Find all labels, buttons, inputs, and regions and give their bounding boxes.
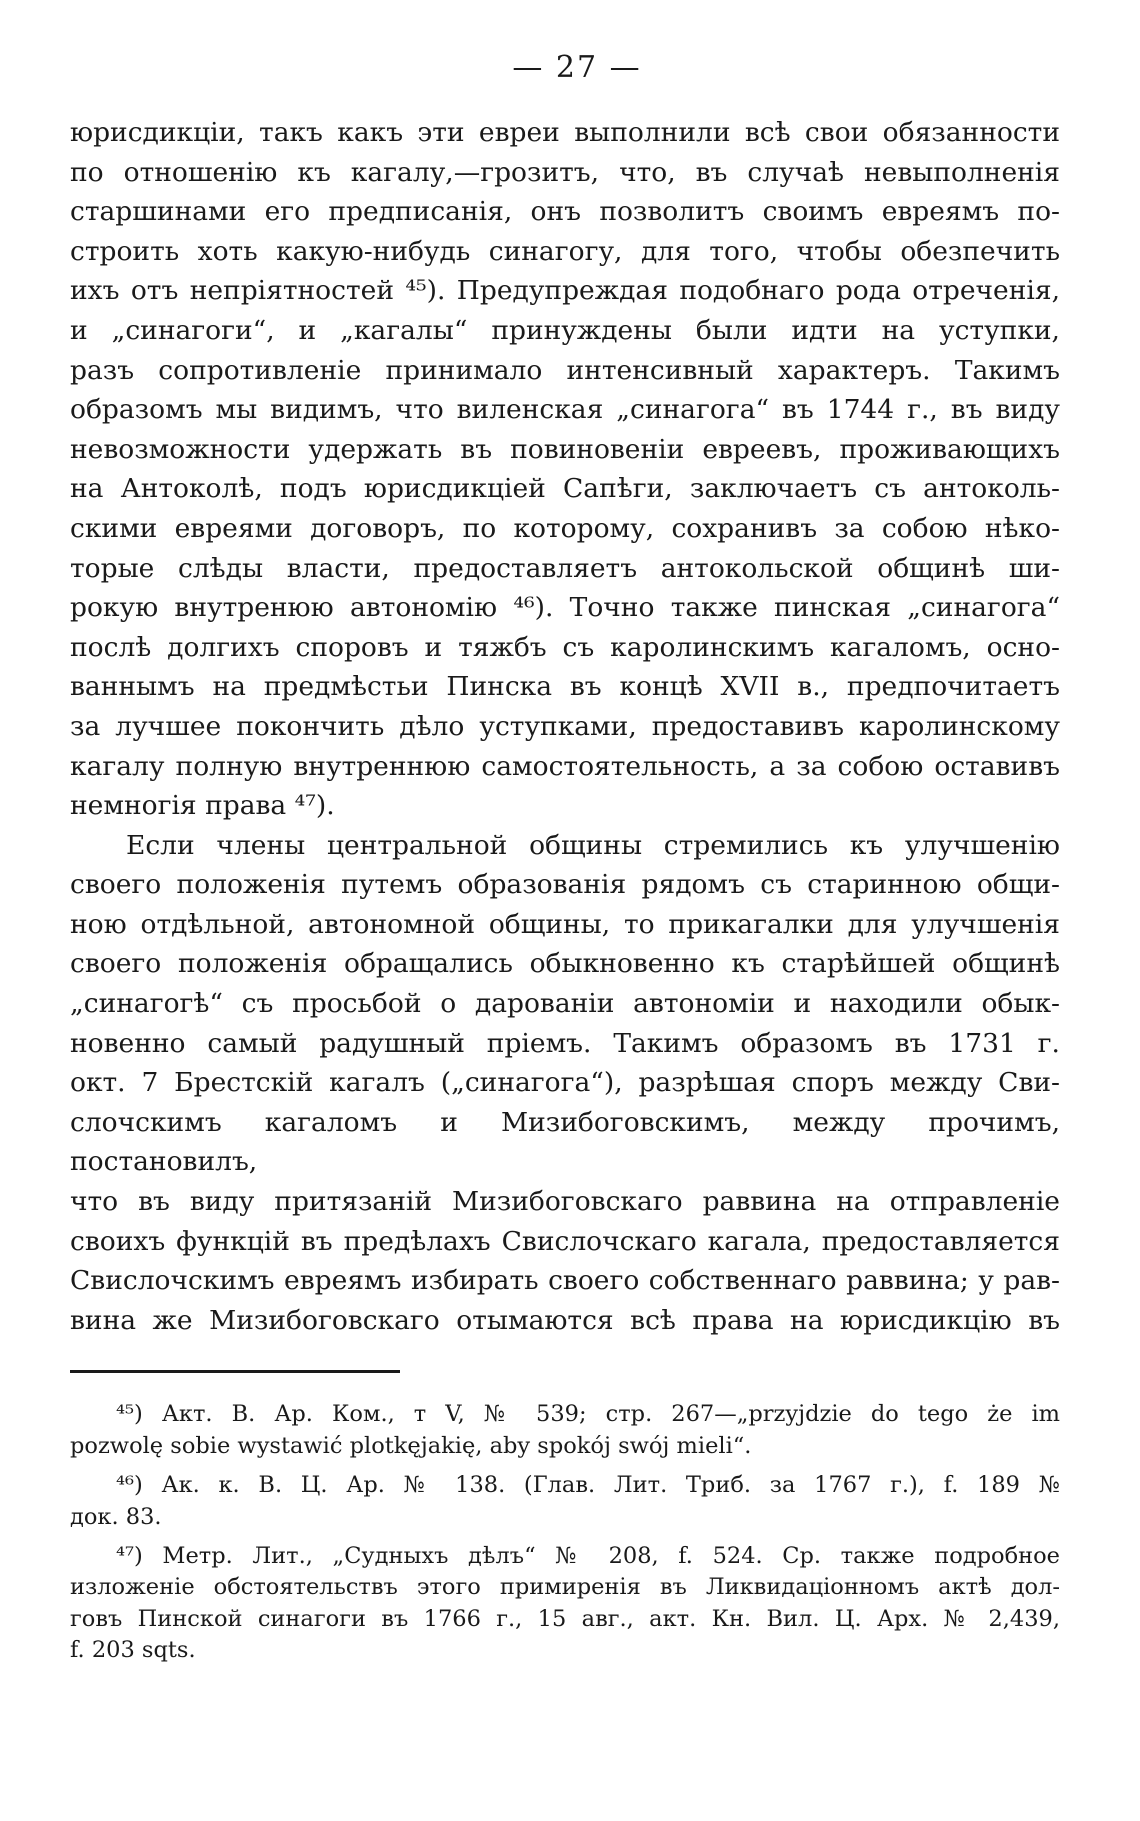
text-line: немногія права ⁴⁷). [70,790,335,822]
footnote-line: ⁴⁶) Ак. к. В. Ц. Ар. № 138. (Глав. Лит. Триб. за 1767 г.), f. 189 № [116,1472,1060,1499]
text-line: невозможности удержать въ повиновеніи евреевъ, проживающихъ [70,433,1060,465]
footnote-line: ⁴⁵) Акт. В. Ар. Ком., т V, № 539; стр. 267—„przyjdzie do tego że im [116,1401,1060,1428]
text-line: послѣ долгихъ споровъ и тяжбъ съ каролинскимъ кагаломъ, осно- [70,631,1060,663]
text-line: за лучшее покончить дѣло уступками, предоставивъ каролинскому [70,710,1060,742]
text-line: строить хоть какую-нибудь синагогу, для того, чтобы обезпечить [70,235,1060,267]
text-line: ваннымъ на предмѣстьи Пинска въ концѣ XVII в., предпочитаетъ [70,671,1060,703]
footnote-line: говъ Пинской синагоги въ 1766 г., 15 авг., акт. Кн. Вил. Ц. Арх. № 2,439, [70,1605,1060,1632]
footnote-45 [70,1399,1060,1462]
text-line: окт. 7 Брестскій кагалъ („синагога“), разрѣшая споръ между Сви- [70,1067,1060,1099]
text-line: Если члены центральной общины стремились къ улучшенію [126,829,1060,861]
paragraph-1 [70,113,1060,826]
text-line: слочскимъ кагаломъ и Мизибоговскимъ, между прочимъ, постановилъ, [70,1106,1060,1178]
text-line: кагалу полную внутреннюю самостоятельность, а за собою оставивъ [70,750,1060,782]
text-line: „синагогѣ“ съ просьбой о дарованіи автономіи и находили обык- [70,988,1060,1020]
main-text [70,113,1060,1340]
text-line: по отношенію къ кагалу,—грозитъ, что, въ случаѣ невыполненія [70,156,1060,188]
text-line: что въ виду притязаній Мизибоговскаго раввина на отправленіе [70,1186,1060,1218]
footnote-divider [70,1370,400,1373]
text-line: своихъ функцій въ предѣлахъ Свислочскаго кагала, предоставляется [70,1225,1060,1257]
text-line: на Антоколѣ, подъ юрисдикціей Сапѣги, заключаетъ съ антоколь- [70,473,1060,505]
text-line: рокую внутренюю автономію ⁴⁶). Точно также пинская „синагога“ [70,592,1060,624]
document-page [70,50,1060,1667]
footnote-line: док. 83. [70,1503,162,1530]
footnote-line: ⁴⁷) Метр. Лит., „Судныхъ дѣлъ“ № 208, f. 524. Ср. также подробное [116,1543,1060,1570]
footnote-line: изложеніе обстоятельствъ этого примиренія въ Ликвидаціонномъ актѣ дол- [70,1574,1060,1601]
text-line: скими евреями договоръ, по которому, сохранивъ за собою нѣко- [70,512,1060,544]
text-line: ною отдѣльной, автономной общины, то прикагалки для улучшенія [70,908,1060,940]
text-line: юрисдикціи, такъ какъ эти евреи выполнили всѣ свои обязанности [70,117,1060,148]
text-line: Свислочскимъ евреямъ избирать своего собственнаго раввина; у рав- [70,1265,1060,1297]
text-line: разъ сопротивленіе принимало интенсивный характеръ. Такимъ [70,354,1060,386]
text-line: своего положенія путемъ образованія рядомъ съ старинною общи- [70,869,1060,901]
text-line: своего положенія обращались обыкновенно къ старѣйшей общинѣ [70,948,1060,980]
page-number: — 27 — [512,50,642,85]
footnote-line: pozwolę sobie wystawić plotkęjakię, aby spokój swój mieli“. [70,1432,752,1459]
text-line: ихъ отъ непріятностей ⁴⁵). Предупреждая подобнаго рода отреченія, [70,275,1060,307]
text-line: образомъ мы видимъ, что виленская „синагога“ въ 1744 г., въ виду [70,394,1060,426]
paragraph-2 [70,826,1060,1341]
text-line: и „синагоги“, и „кагалы“ принуждены были идти на уступки, [70,314,1060,346]
footnote-47 [70,1541,1060,1667]
text-line: новенно самый радушный пріемъ. Такимъ образомъ въ 1731 г. [70,1027,1060,1059]
text-line: вина же Мизибоговскаго отымаются всѣ права на юрисдикцію въ [70,1304,1060,1336]
text-line: торые слѣды власти, предоставляетъ антокольской общинѣ ши- [70,552,1060,584]
footnote-line: f. 203 sqts. [70,1637,196,1664]
footnote-46 [70,1470,1060,1533]
text-line: старшинами его предписанія, онъ позволитъ своимъ евреямъ по- [70,196,1060,228]
footnotes [70,1399,1060,1666]
